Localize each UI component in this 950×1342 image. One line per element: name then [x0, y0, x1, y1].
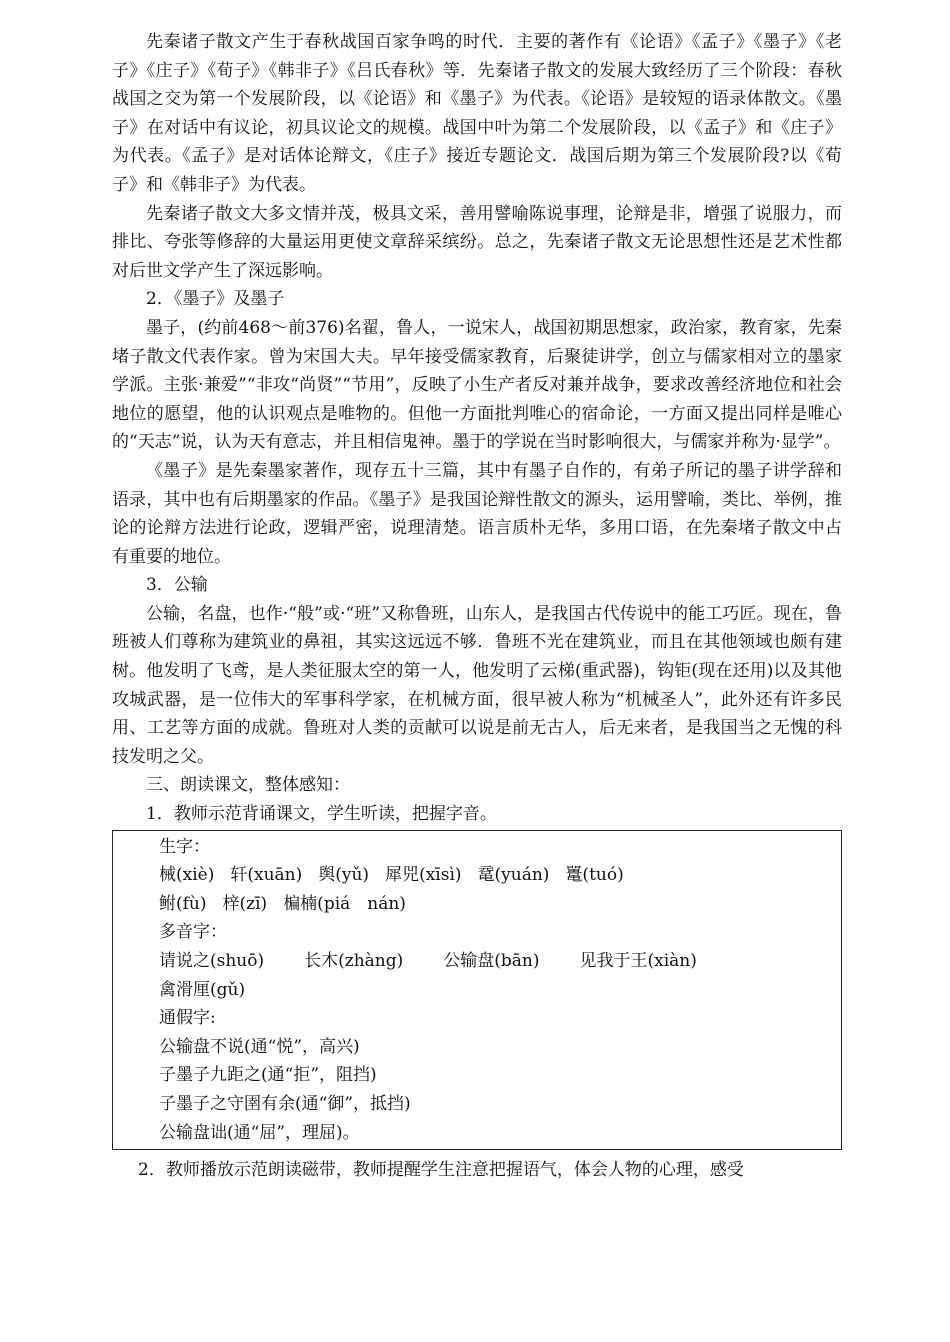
heading-reading: 三、朗读课文，整体感知： — [146, 775, 350, 796]
heading-mozi: 2．《墨子》及墨子 — [146, 289, 285, 310]
vocab-item: 禽滑厘(gǔ) — [159, 979, 246, 1000]
paragraph-tape-instruction: 2．教师播放示范朗读磁带，教师提醒学生注意把握语气，体会人物的心理，感受 — [138, 1160, 744, 1181]
vocab-item: 楄楠(piá nán) — [283, 893, 406, 914]
vocab-row-poly-2 — [159, 976, 827, 1005]
vocab-title-loan-chars: 通假字: — [159, 1008, 216, 1029]
heading-gongshu: 3．公输 — [146, 575, 208, 596]
vocab-item: 械(xiè) — [159, 865, 215, 886]
vocab-loan-item: 公输盘诎(通“屈”，理屈)。 — [159, 1122, 360, 1143]
vocab-loan-item: 公输盘不说(通“悦”，高兴) — [159, 1036, 360, 1057]
vocab-row-new-1 — [159, 861, 827, 890]
vocab-row-new-2 — [159, 890, 827, 919]
vocab-title-polyphones: 多音字： — [159, 922, 227, 943]
vocab-item: 长木(zhàng) — [304, 951, 404, 971]
vocab-item: 舆(yǔ) — [318, 865, 370, 886]
heading-teacher-demo: 1．教师示范背诵课文，学生听读，把握字音。 — [146, 804, 497, 825]
vocab-item: 轩(xuān) — [230, 865, 303, 886]
paragraph-mozi-person: 墨子，(约前468～前376)名翟，鲁人，一说宋人，战国初期思想家，政治家，教育家，先秦堵子散文代表作家。曾为宋国大夫。早年接受儒家教育，后聚徒讲学，创立与儒家相对立的墨家学派。主张·兼爱”“非攻“尚贤”“节用”，反映了小生产者反对兼并战争，要求改善经济地位和社会地位的愿望，他的认识观点是唯物的。但他一方面批判唯心的宿命论，一方面又提出同样是唯心的“天志”说，认为天有意志，并且相信鬼神。墨于的学说在当时影响很大，与儒家并称为·显学”。 — [112, 317, 842, 453]
paragraph-gongshu: 公输，名盘，也作·“般”或·“班”又称鲁班，山东人，是我国古代传说中的能工巧匠。现在，鲁班被人们尊称为建筑业的鼻祖，其实这远远不够．鲁班不光在建筑业，而且在其他领域也颇有建树。他发明了飞鸢，是人类征服太空的第一人，他发明了云梯(重武器)，钩钜(现在还用)以及其他攻城武器，是一位伟大的军事科学家，在机械方面，很早被人称为“机械圣人”，此外还有许多民用、工艺等方面的成就。鲁班对人类的贡献可以说是前无古人，后无来者，是我国当之无愧的科技发明之父。 — [112, 603, 842, 767]
paragraph-style: 先秦诸子散文大多文情并茂，极具文采，善用譬喻陈说事理，论辩是非，增强了说服力，而排比、夸张等修辞的大量运用更使文章辞采缤纷。总之，先秦诸子散文无论思想性还是艺术性都对后世文学产生了深远影响。 — [112, 203, 842, 281]
vocab-item: 公输盘(bān) — [443, 951, 540, 971]
vocab-title-new-chars: 生字： — [159, 836, 210, 857]
vocab-item: 见我于王(xiàn) — [579, 951, 697, 971]
paragraph-intro: 先秦诸子散文产生于春秋战国百家争鸣的时代．主要的著作有《论语》《孟子》《墨子》《老子》《庄子》《荀子》《韩非子》《吕氏春秋》等．先秦诸子散文的发展大致经历了三个阶段：春秋战国之交为第一个发展阶段，以《论语》和《墨子》为代表。《论语》是较短的语录体散文。《墨子》在对话中有议论，初具议论文的规模。战国中叶为第二个发展阶段，以《孟子》和《庄子》为代表。《孟子》是对话体论辩文，《庄子》接近专题论文．战国后期为第三个发展阶段?以《荀子》和《韩非子》为代表。 — [112, 32, 842, 195]
vocab-loan-item: 子墨子之守圉有余(通“御”，抵挡) — [159, 1093, 411, 1114]
vocab-row-poly-1 — [159, 947, 827, 976]
vocab-item: 鼍(tuó) — [565, 865, 624, 886]
vocab-item: 请说之(shuō) — [159, 951, 265, 971]
vocab-item: 犀兕(xīsì) — [385, 865, 462, 886]
document-page — [112, 28, 842, 1185]
vocab-box — [112, 830, 842, 1151]
vocab-item: 鼋(yuán) — [477, 865, 550, 886]
vocab-loan-item: 子墨子九距之(通“拒”，阻挡) — [159, 1065, 377, 1086]
paragraph-mozi-book: 《墨子》是先秦墨家著作，现存五十三篇，其中有墨子自作的，有弟子所记的墨子讲学辞和语录，其中也有后期墨家的作品。《墨子》是我国论辩性散文的源头，运用譬喻，类比、举例，推论的论辩方法进行论政，逻辑严密，说理清楚。语言质朴无华，多用口语，在先秦堵子散文中占有重要的地位。 — [112, 460, 842, 567]
vocab-item: 梓(zī) — [222, 893, 268, 914]
vocab-item: 鲋(fù) — [159, 893, 207, 914]
